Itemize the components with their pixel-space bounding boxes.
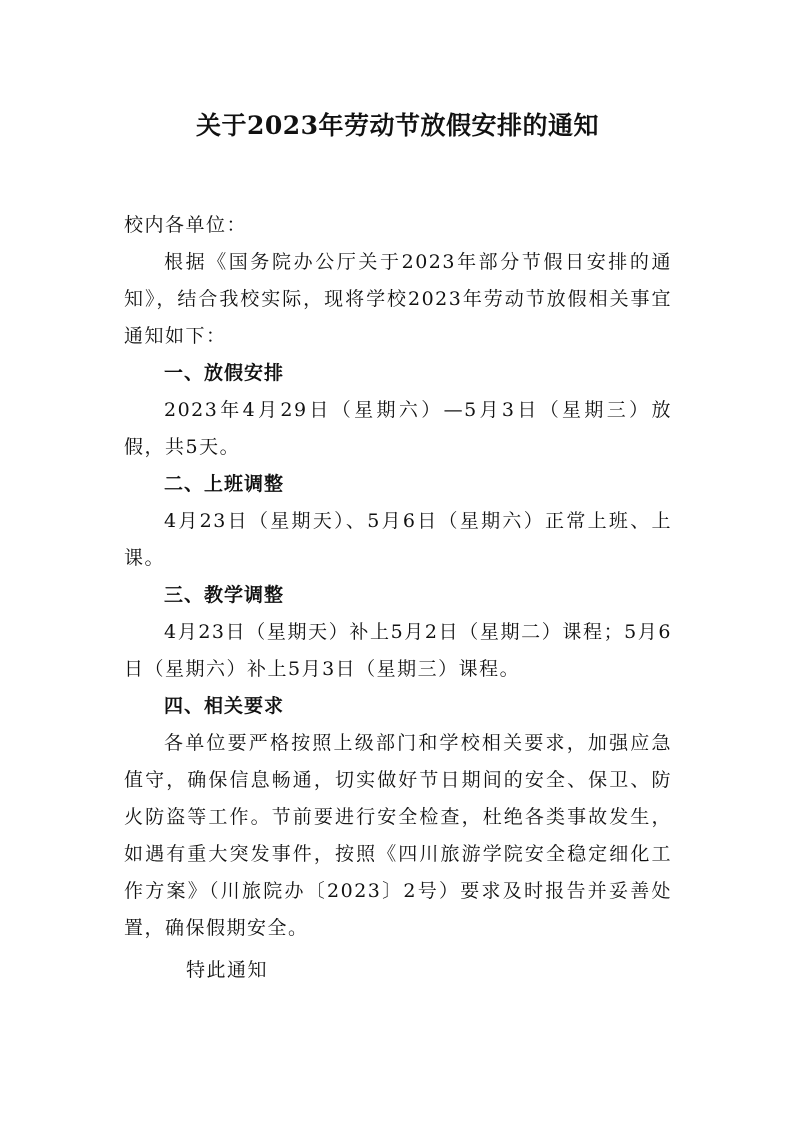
section-body-work-adjustment: 4月23日（星期天）、5月6日（星期六）正常上班、上课。 bbox=[124, 510, 672, 569]
section-body-teaching-adjustment: 4月23日（星期天）补上5月2日（星期二）课程；5月6日（星期六）补上5月3日（星期三）课程。 bbox=[124, 621, 672, 680]
closing-line: 特此通知 bbox=[186, 959, 269, 981]
section-heading-requirements: 四、相关要求 bbox=[164, 695, 285, 717]
section-body-requirements: 各单位要严格按照上级部门和学校相关要求，加强应急值守，确保信息畅通，切实做好节日期间的安全、保卫、防火防盗等工作。节前要进行安全检查，杜绝各类事故发生，如遇有重大突发事件，按照《四川旅游学院安全稳定细化工作方案》（川旅院办〔2023〕2号）要求及时报告并妥善处置，确保假期安全。 bbox=[124, 732, 672, 939]
intro-paragraph: 根据《国务院办公厅关于2023年部分节假日安排的通知》，结合我校实际，现将学校2023年劳动节放假相关事宜通知如下： bbox=[124, 251, 672, 347]
section-heading-work-adjustment: 二、上班调整 bbox=[164, 473, 285, 495]
section-heading-teaching-adjustment: 三、教学调整 bbox=[164, 584, 285, 606]
document-title: 关于2023年劳动节放假安排的通知 bbox=[195, 111, 600, 140]
salutation: 校内各单位： bbox=[124, 214, 248, 236]
section-heading-holiday-schedule: 一、放假安排 bbox=[164, 362, 285, 384]
section-body-holiday-schedule: 2023年4月29日（星期六）—5月3日（星期三）放假，共5天。 bbox=[124, 399, 672, 458]
